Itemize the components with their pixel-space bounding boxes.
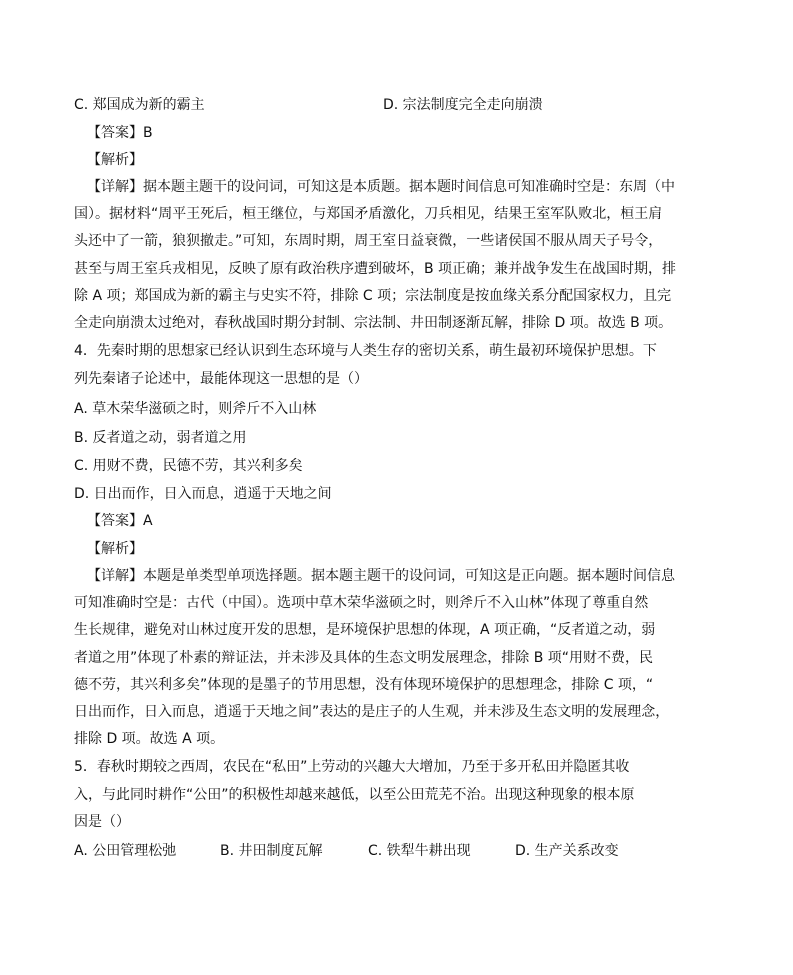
option-d: D. 生产关系改变	[515, 843, 619, 859]
analysis-label: 【解析】	[87, 152, 143, 168]
analysis-label: 【解析】	[87, 541, 143, 557]
detail-line: 生长规律，避免对山林过度开发的思想，是环境保护思想的体现，A 项正确，“反者道之动，弱	[74, 622, 656, 638]
detail-line: 【详解】据本题主题干的设问词，可知这是本质题。据本题时间信息可知准确时空是：东周（中	[87, 179, 675, 195]
question-stem: 入，与此同时耕作“公田”的积极性却越来越低，以至公田荒芜不治。出现这种现象的根本原	[74, 787, 635, 803]
option-c: C. 郑国成为新的霸主	[74, 97, 205, 113]
option-a: A. 草木荣华滋硕之时，则斧斤不入山林	[74, 401, 317, 417]
detail-line: 可知准确时空是：古代（中国）。选项中草木荣华滋硕之时，则斧斤不入山林”体现了尊重自然	[74, 595, 649, 611]
option-c: C. 用财不费，民德不劳，其兴利多矣	[74, 458, 303, 474]
detail-line: 甚至与周王室兵戎相见，反映了原有政治秩序遭到破坏，B 项正确；兼并战争发生在战国时期，排	[74, 261, 677, 277]
question-stem: 4．先秦时期的思想家已经认识到生态环境与人类生存的密切关系，萌生最初环境保护思想。下	[74, 343, 657, 359]
question-stem: 5．春秋时期较之西周，农民在“私田”上劳动的兴趣大大增加，乃至于多开私田并隐匿其收	[74, 759, 630, 775]
detail-line: 全走向崩溃太过绝对，春秋战国时期分封制、宗法制、井田制逐渐瓦解，排除 D 项。故选 B 项。	[74, 315, 673, 331]
option-d: D. 日出而作，日入而息，逍遥于天地之间	[74, 486, 332, 502]
option-d: D. 宗法制度完全走向崩溃	[383, 97, 543, 113]
answer-label: 【答案】B	[87, 125, 153, 141]
detail-line: 日出而作，日入而息，逍遥于天地之间”表达的是庄子的人生观，并未涉及生态文明的发展理念，	[74, 704, 670, 720]
option-b: B. 井田制度瓦解	[220, 843, 323, 859]
detail-line: 德不劳，其兴利多矣”体现的是墨子的节用思想，没有体现环境保护的思想理念，排除 C 项，“	[74, 677, 654, 693]
detail-line: 【详解】本题是单类型单项选择题。据本题主题干的设问词，可知这是正向题。据本题时间信息	[87, 568, 675, 584]
answer-label: 【答案】A	[87, 513, 153, 529]
question-stem: 因是（）	[74, 814, 130, 830]
detail-line: 国）。据材料“周平王死后，桓王继位，与郑国矛盾激化，刀兵相见，结果王室军队败北，桓王肩	[74, 206, 663, 222]
detail-line: 除 A 项；郑国成为新的霸主与史实不符，排除 C 项；宗法制度是按血缘关系分配国家权力，且完	[74, 288, 672, 304]
option-c: C. 铁犁牛耕出现	[368, 843, 471, 859]
option-b: B. 反者道之动，弱者道之用	[74, 430, 247, 446]
detail-line: 排除 D 项。故选 A 项。	[74, 731, 225, 747]
detail-line: 者道之用”体现了朴素的辩证法，并未涉及具体的生态文明发展理念，排除 B 项“用财不费，民	[74, 650, 654, 666]
detail-line: 头还中了一箭，狼狈撤走。”可知，东周时期，周王室日益衰微，一些诸侯国不服从周天子号令，	[74, 233, 663, 249]
option-a: A. 公田管理松弛	[74, 843, 177, 859]
question-stem: 列先秦诸子论述中，最能体现这一思想的是（）	[74, 371, 368, 387]
